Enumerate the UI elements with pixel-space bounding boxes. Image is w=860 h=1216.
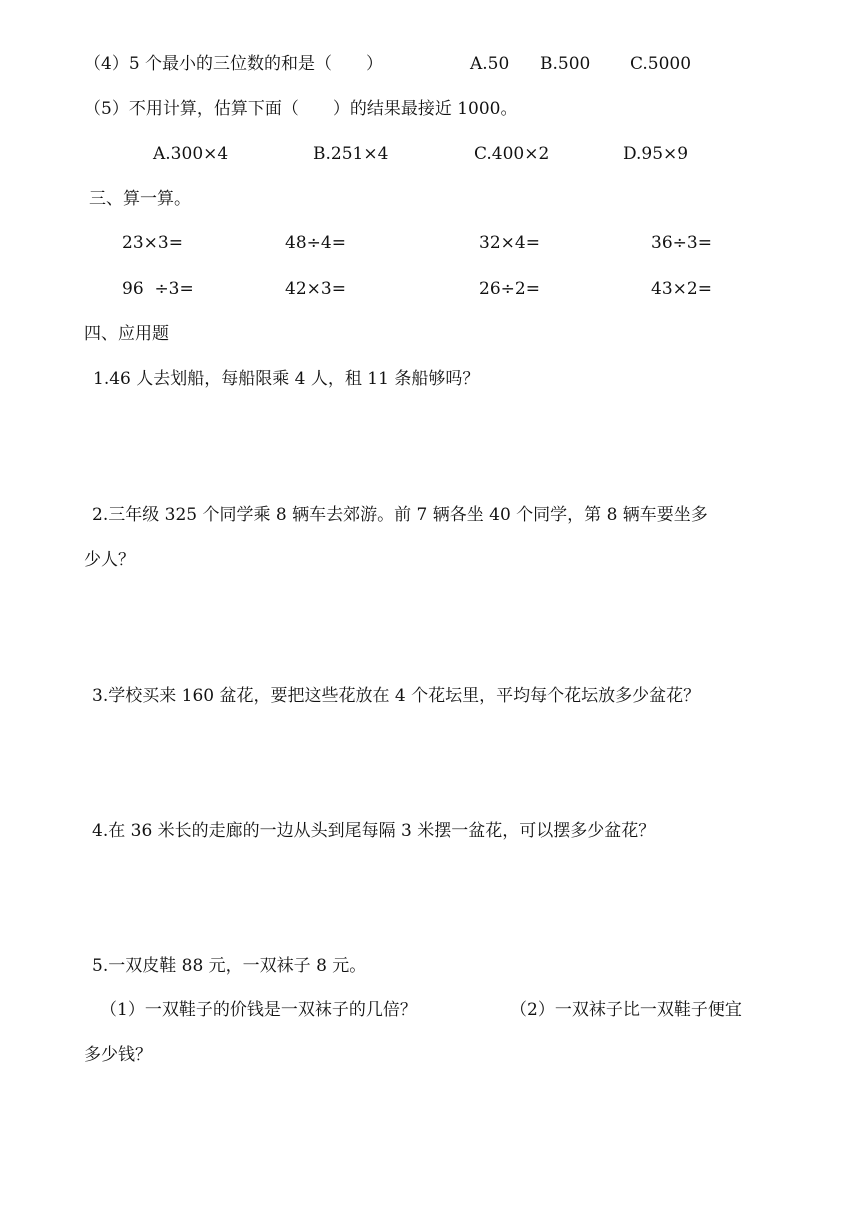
question-4-option-b: B.500 bbox=[540, 54, 591, 74]
problem-5-sub-1: （1）一双鞋子的价钱是一双袜子的几倍？ bbox=[100, 1000, 417, 1020]
question-5-text: （5）不用计算，估算下面（ ）的结果最接近 1000。 bbox=[84, 99, 518, 119]
question-5-option-c: C.400×2 bbox=[474, 144, 550, 164]
question-4-option-a: A.50 bbox=[470, 54, 510, 74]
calc-item: 42×3= bbox=[285, 279, 346, 299]
calc-item: 43×2= bbox=[651, 279, 712, 299]
calc-item: 32×4= bbox=[479, 233, 540, 253]
calc-item: 96 ÷3= bbox=[122, 279, 194, 299]
calc-item: 36÷3= bbox=[651, 233, 712, 253]
calc-section-heading: 三、算一算。 bbox=[89, 189, 191, 209]
question-4-option-c: C.5000 bbox=[630, 54, 692, 74]
problem-2-line-2: 少人？ bbox=[84, 550, 135, 570]
question-5-option-a: A.300×4 bbox=[153, 144, 229, 164]
problem-1: 1.46 人去划船，每船限乘 4 人，租 11 条船够吗？ bbox=[93, 369, 480, 389]
calc-item: 48÷4= bbox=[285, 233, 346, 253]
problem-5-sub-2: （2）一双袜子比一双鞋子便宜 bbox=[510, 1000, 742, 1020]
question-5-option-b: B.251×4 bbox=[313, 144, 389, 164]
problem-5: 5.一双皮鞋 88 元，一双袜子 8 元。 bbox=[92, 956, 367, 976]
problem-5-line-3: 多少钱？ bbox=[84, 1045, 152, 1065]
problem-3: 3.学校买来 160 盆花，要把这些花放在 4 个花坛里，平均每个花坛放多少盆花？ bbox=[92, 686, 701, 706]
question-5-option-d: D.95×9 bbox=[623, 144, 689, 164]
calc-item: 23×3= bbox=[122, 233, 183, 253]
calc-item: 26÷2= bbox=[479, 279, 540, 299]
question-4-text: （4）5 个最小的三位数的和是（ ） bbox=[84, 54, 384, 74]
problem-4: 4.在 36 米长的走廊的一边从头到尾每隔 3 米摆一盆花，可以摆多少盆花？ bbox=[92, 821, 656, 841]
problem-2-line-1: 2.三年级 325 个同学乘 8 辆车去郊游。前 7 辆各坐 40 个同学，第 8 辆车要坐多 bbox=[92, 505, 708, 525]
apply-section-heading: 四、应用题 bbox=[84, 324, 169, 344]
